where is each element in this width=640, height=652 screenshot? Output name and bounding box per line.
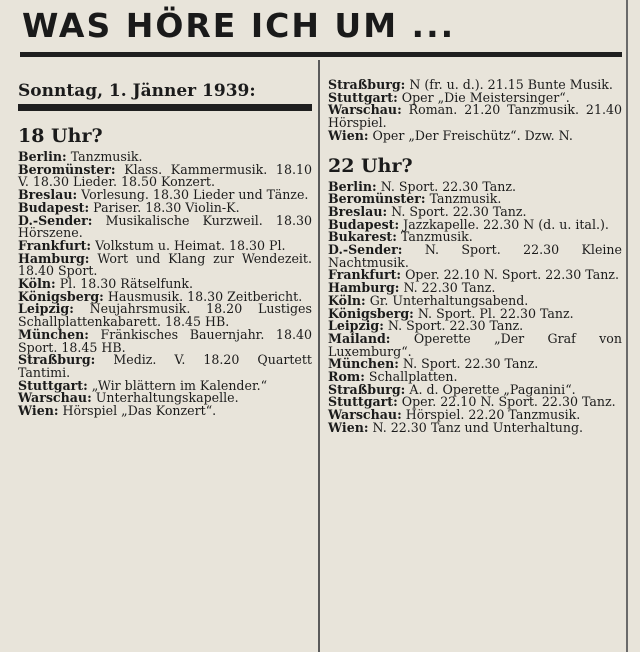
program-entry [328,419,622,435]
station-name: München: [18,326,89,342]
program-entry [18,212,312,241]
program-text: N. Sport. 22.30 Tanz. [402,356,539,372]
program-text: Vorlesung. 18.30 Lieder und Tänze. [81,187,309,203]
station-name: Straßburg: [18,352,96,368]
clipping-edge [626,0,628,652]
station-name: Berlin: [328,178,377,194]
right-column [328,79,622,435]
station-name: Wien: [328,127,369,143]
headline-rule [20,52,622,57]
station-name: Warschau: [328,407,402,423]
station-name: D.-Sender: [18,212,93,228]
program-text: Gr. Unterhaltungsabend. [369,292,529,308]
program-text: N. 22.30 Tanz. [403,280,496,296]
program-text: Tanzmusik. [429,191,502,207]
station-name: Stuttgart: [18,377,88,393]
station-name: Stuttgart: [328,394,398,410]
date-rule [18,104,312,111]
program-text: Hörspiel „Das Konzert“. [62,403,217,419]
program-text: N. Sport. 22.30 Tanz. [380,178,517,194]
program-text: Hörspiel. 22.20 Tanzmusik. [405,407,581,423]
program-list-18 [18,151,312,418]
station-name: Wien: [18,403,59,419]
program-entry [18,405,312,418]
program-list-22 [328,178,622,435]
station-name: Köln: [18,276,56,292]
broadcast-date: Sonntag, 1. Jänner 1939: [18,81,256,101]
program-text: Musikalische Kurzweil. 18.30 Hörszene. [18,212,312,241]
program-text: N. Sport. 22.30 Tanz. [391,203,527,219]
program-text: Pariser. 18.30 Violin-K. [93,199,240,215]
program-entry [328,244,622,269]
station-name: Beromünster: [18,161,116,177]
program-text: A. d. Operette „Paganini“. [409,381,576,397]
program-text: Schallplatten. [368,369,458,385]
program-text: N (fr. u. d.). 21.15 Bunte Musik. [409,77,613,92]
program-text: N. Sport. Pl. 22.30 Tanz. [417,305,574,321]
page-title: WAS HÖRE ICH UM ... [22,6,456,45]
program-text: Neujahrsmusik. 18.20 Lustiges Schallplattenkabarett. 18.45 HB. [18,301,312,330]
station-name: Königsberg: [18,288,104,304]
station-name: Hamburg: [18,250,90,266]
program-text: Pl. 18.30 Rätselfunk. [59,276,194,292]
station-name: Frankfurt: [18,237,92,253]
program-entry [18,303,312,328]
station-name: Rom: [328,369,365,385]
program-text: Klass. Kammermusik. 18.10 V. 18.30 Lieder. 18.50 Konzert. [18,161,312,190]
station-name: Königsberg: [328,305,414,321]
station-name: Mailand: [328,330,391,346]
station-name: Köln: [328,292,366,308]
program-list-21 [328,79,622,143]
station-name: Wien: [328,419,369,435]
program-text: Oper „Die Meistersinger“. [401,89,570,105]
left-column [18,80,312,418]
program-text: Mediz. V. 18.20 Quartett Tantimi. [18,352,312,380]
program-text: Tanzmusik. [400,229,473,245]
station-name: Beromünster: [328,191,426,207]
program-entry [328,330,622,359]
program-text: Jazzkapelle. 22.30 N (d. u. ital.). [403,216,609,232]
program-text: Tanzmusik. [70,149,143,164]
station-name: Breslau: [18,187,78,203]
program-text: Oper „Der Freischütz“. Dzw. N. [372,127,573,143]
station-name: D.-Sender: [328,242,403,258]
station-name: Bukarest: [328,229,397,245]
column-divider [318,60,320,652]
program-text: Oper. 22.10 N. Sport. 22.30 Tanz. [405,267,619,283]
program-text: Roman. 21.20 Tanzmusik. 21.40 Hörspiel. [328,102,622,131]
program-text: „Wir blättern im Kalender.“ [91,377,268,393]
program-entry [18,326,312,355]
station-name: Leipzig: [18,301,74,317]
station-name: Warschau: [18,390,92,406]
program-text: Hausmusik. 18.30 Zeitbericht. [107,288,303,304]
station-name: Breslau: [328,203,388,219]
program-entry [18,250,313,279]
program-text: N. Sport. 22.30 Kleine Nachtmusik. [328,242,622,270]
station-name: Budapest: [18,199,90,215]
station-name: Straßburg: [328,77,406,92]
program-text: Oper. 22.10 N. Sport. 22.30 Tanz. [401,394,616,410]
station-name: Frankfurt: [328,267,402,283]
station-name: Budapest: [328,216,400,232]
program-text: Fränkisches Bauernjahr. 18.40 Sport. 18.45 HB. [18,326,312,355]
program-entry [18,354,312,379]
station-name: Straßburg: [328,381,406,397]
program-text: Operette „Der Graf von Luxemburg“. [328,330,622,359]
station-name: Hamburg: [328,280,400,296]
station-name: München: [328,356,399,372]
hour-heading-18: 18 Uhr? [18,125,103,147]
program-entry [328,127,622,143]
program-text: Wort und Klang zur Wendezeit. 18.40 Sport. [18,250,313,279]
program-text: N. Sport. 22.30 Tanz. [387,318,524,334]
program-entry [328,104,622,129]
program-text: N. 22.30 Tanz und Unterhaltung. [372,419,584,435]
program-text: Unterhaltungskapelle. [95,390,239,406]
station-name: Stuttgart: [328,89,398,105]
station-name: Leipzig: [328,318,384,334]
hour-heading-22: 22 Uhr? [328,154,413,177]
station-name: Berlin: [18,149,67,164]
station-name: Warschau: [328,102,402,118]
program-entry [18,161,312,190]
program-text: Volkstum u. Heimat. 18.30 Pl. [95,237,286,253]
